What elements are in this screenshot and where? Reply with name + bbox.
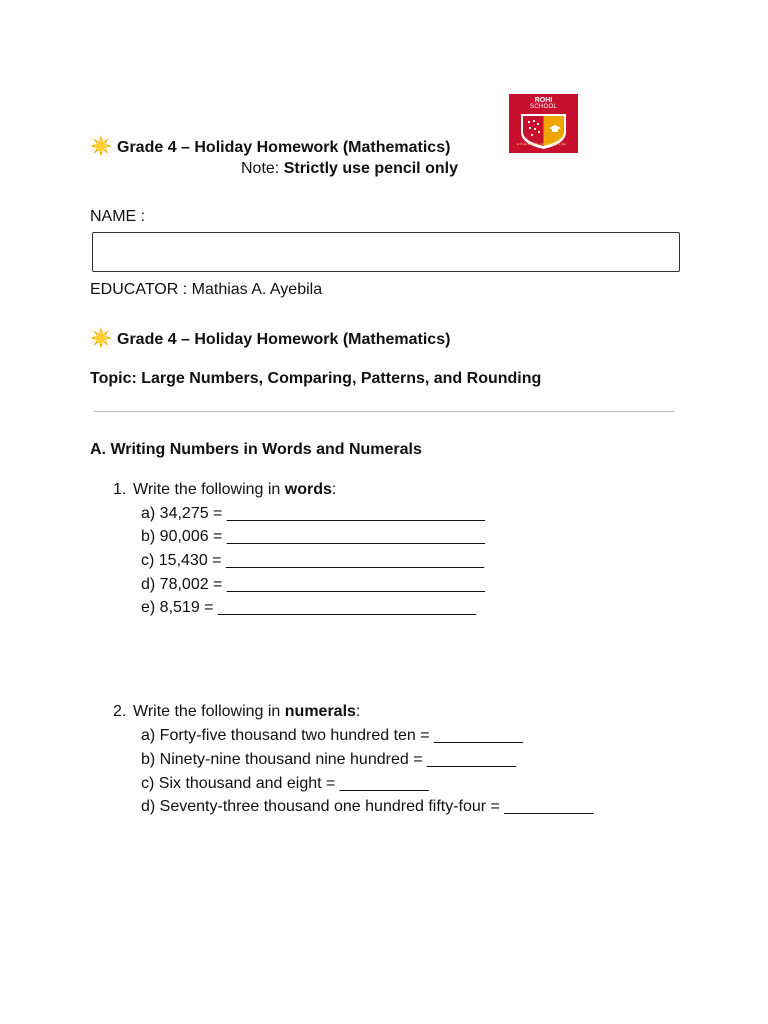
question-2-number: 2. bbox=[113, 703, 127, 720]
section-a-heading: A. Writing Numbers in Words and Numerals bbox=[90, 441, 422, 458]
logo-motto: EXCELLENCE AND DISCIPLINE bbox=[517, 142, 567, 146]
question-2-prompt bbox=[113, 702, 360, 722]
question-1-item-b: b) 90,006 = _____________________________ bbox=[141, 528, 485, 545]
sun-emoji-icon bbox=[90, 327, 112, 349]
question-2-item-a: a) Forty-five thousand two hundred ten = __________ bbox=[141, 727, 524, 744]
question-1-item-a: a) 34,275 = _____________________________ bbox=[141, 505, 485, 522]
header-title bbox=[90, 135, 450, 158]
question-1-prompt-emphasis: words bbox=[284, 481, 332, 498]
question-1-prompt bbox=[113, 480, 336, 500]
name-field[interactable] bbox=[92, 232, 680, 272]
note-line bbox=[241, 159, 458, 179]
note-text: Strictly use pencil only bbox=[283, 160, 458, 177]
logo-name-line1: ROHI bbox=[534, 97, 553, 104]
question-2-item-b: b) Ninety-nine thousand nine hundred = __________ bbox=[141, 751, 516, 768]
question-1-item-e: e) 8,519 = _____________________________ bbox=[141, 599, 476, 616]
question-2-item-c: c) Six thousand and eight = __________ bbox=[141, 775, 429, 792]
name-label: NAME : bbox=[90, 208, 146, 225]
question-1-prompt-suffix: : bbox=[331, 481, 337, 498]
question-2-prompt-suffix: : bbox=[355, 703, 361, 720]
question-1-item-d: d) 78,002 = _____________________________ bbox=[141, 576, 485, 593]
school-logo bbox=[509, 94, 578, 153]
question-2-item-d: d) Seventy-three thousand one hundred fifty-four = __________ bbox=[141, 798, 594, 815]
header-title-text: Grade 4 – Holiday Homework (Mathematics) bbox=[117, 139, 451, 156]
worksheet-title bbox=[90, 327, 450, 350]
topic-line: Topic: Large Numbers, Comparing, Patterns, and Rounding bbox=[90, 370, 542, 387]
sun-emoji-icon bbox=[90, 135, 112, 157]
educator-line: EDUCATOR : Mathias A. Ayebila bbox=[90, 281, 323, 298]
question-1-item-c: c) 15,430 = _____________________________ bbox=[141, 552, 484, 569]
question-1-number: 1. bbox=[113, 481, 127, 498]
note-label: Note: bbox=[241, 160, 284, 177]
worksheet-title-text: Grade 4 – Holiday Homework (Mathematics) bbox=[117, 331, 451, 348]
question-2-prompt-emphasis: numerals bbox=[284, 703, 356, 720]
logo-name-line2: SCHOOL bbox=[529, 104, 558, 110]
question-1-prompt-prefix: Write the following in bbox=[133, 481, 285, 498]
horizontal-divider bbox=[94, 411, 674, 412]
question-2-prompt-prefix: Write the following in bbox=[133, 703, 285, 720]
